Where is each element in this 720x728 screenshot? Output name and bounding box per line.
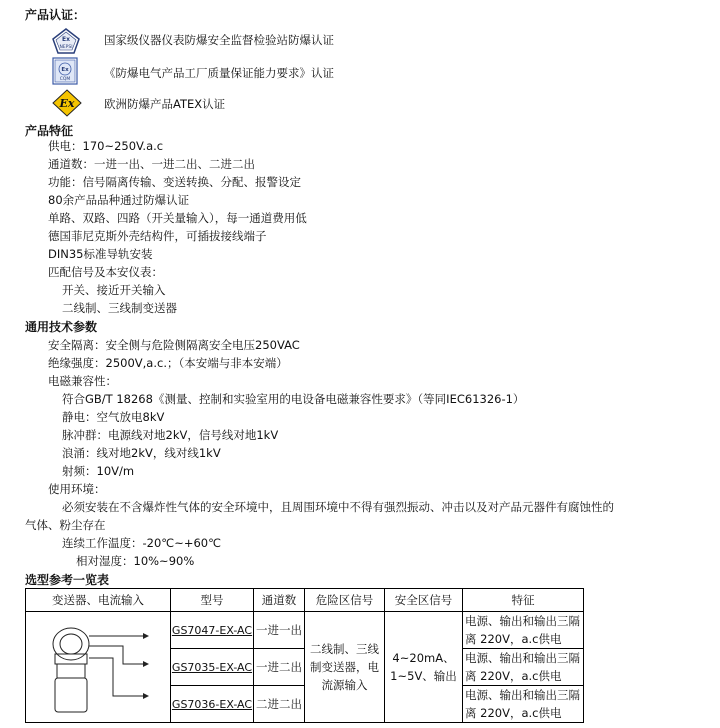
selection-heading: 选型参考一览表 <box>25 573 110 587</box>
param-emc: 电磁兼容性： <box>48 374 117 388</box>
transmitter-diagram-cell <box>26 612 171 723</box>
feature-housing: 德国菲尼克斯外壳结构件，可插拔接线端子 <box>48 229 267 243</box>
model-link[interactable]: GS7036-EX-AC <box>171 697 253 711</box>
table-row <box>26 612 584 649</box>
feature-cell: 电源、输出和输出三隔离 220V，a.c供电 <box>463 686 584 723</box>
param-emc-standard: 符合GB/T 18268《测量、控制和实验室用的电设备电磁兼容性要求》（等同IEC61326-1） <box>62 392 525 406</box>
feature-ways: 单路、双路、四路（开关量输入），每一通道费用低 <box>48 211 307 225</box>
cert-item-cqm: 《防爆电气产品工厂质量保证能力要求》认证 <box>104 66 334 80</box>
model-cell <box>171 612 254 649</box>
model-link[interactable]: GS7035-EX-AC <box>171 660 253 674</box>
table-header-row <box>26 589 584 612</box>
feature-din-rail: DIN35标准导轨安装 <box>48 247 153 261</box>
feature-certified: 80余产品品种通过防爆认证 <box>48 193 190 207</box>
cert-heading: 产品认证： <box>25 8 86 22</box>
param-humidity: 相对湿度：10%~90% <box>76 554 195 568</box>
ex-nepsi-logo-icon <box>52 28 80 54</box>
channels-cell: 一进二出 <box>254 649 305 686</box>
selection-table <box>25 588 584 723</box>
feature-matching-switch: 开关、接近开关输入 <box>62 283 166 297</box>
features-heading: 产品特征 <box>25 124 74 138</box>
cert-item-nepsi: 国家级仪器仪表防爆安全监督检验站防爆认证 <box>104 33 334 47</box>
feature-function: 功能：信号隔离传输、变送转换、分配、报警设定 <box>48 175 301 189</box>
safe-signal-cell: 4~20mA、1~5V、输出 <box>385 612 463 723</box>
param-environment-desc-2: 气体、粉尘存在 <box>25 518 106 532</box>
transmitter-diagram-icon <box>33 614 163 718</box>
ex-cqm-logo-icon <box>52 57 78 85</box>
col-header-safe-signal: 安全区信号 <box>385 589 463 612</box>
param-surge: 浪涌：线对地2kV，线对线1kV <box>62 446 221 460</box>
svg-text:CQM: CQM <box>59 77 71 82</box>
svg-text:NEPSI: NEPSI <box>59 45 73 50</box>
feature-cell: 电源、输出和输出三隔离 220V，a.c供电 <box>463 612 584 649</box>
feature-matching: 匹配信号及本安仪表： <box>48 265 163 279</box>
feature-cell: 电源、输出和输出三隔离 220V，a.c供电 <box>463 649 584 686</box>
param-esd: 静电：空气放电8kV <box>62 410 165 424</box>
feature-channels: 通道数：一进一出、一进二出、二进二出 <box>48 157 255 171</box>
param-rf: 射频：10V/m <box>62 464 135 478</box>
atex-ex-logo-icon <box>52 89 82 117</box>
param-insulation: 绝缘强度：2500V,a.c.；（本安端与非本安端） <box>48 356 288 370</box>
feature-matching-transmitter: 二线制、三线制变送器 <box>62 301 177 315</box>
model-link[interactable]: GS7047-EX-AC <box>171 623 253 637</box>
col-header-model: 型号 <box>171 589 254 612</box>
feature-power: 供电：170~250V.a.c <box>48 139 164 153</box>
param-isolation: 安全隔离：安全侧与危险侧隔离安全电压250VAC <box>48 338 300 352</box>
col-header-transmitter: 变送器、电流输入 <box>26 589 171 612</box>
col-header-feature: 特征 <box>463 589 584 612</box>
svg-text:Ex: Ex <box>62 36 70 43</box>
hazard-signal-cell: 二线制、三线制变送器，电流源输入 <box>305 612 385 723</box>
param-environment-desc-1: 必须安装在不含爆炸性气体的安全环境中，且周围环境中不得有强烈振动、冲击以及对产品元器件有腐蚀性的 <box>62 500 614 514</box>
svg-text:Ex: Ex <box>59 97 75 110</box>
channels-cell: 二进二出 <box>254 686 305 723</box>
param-burst: 脉冲群：电源线对地2kV，信号线对地1kV <box>62 428 279 442</box>
model-cell <box>171 649 254 686</box>
svg-text:Ex: Ex <box>61 67 69 73</box>
col-header-channels: 通道数 <box>254 589 305 612</box>
channels-cell: 一进一出 <box>254 612 305 649</box>
model-cell <box>171 686 254 723</box>
params-heading: 通用技术参数 <box>25 320 98 334</box>
param-temperature: 连续工作温度：-20℃~+60℃ <box>62 536 222 550</box>
col-header-hazard-signal: 危险区信号 <box>305 589 385 612</box>
cert-item-atex: 欧洲防爆产品ATEX认证 <box>104 97 226 111</box>
param-environment: 使用环境： <box>48 482 106 496</box>
